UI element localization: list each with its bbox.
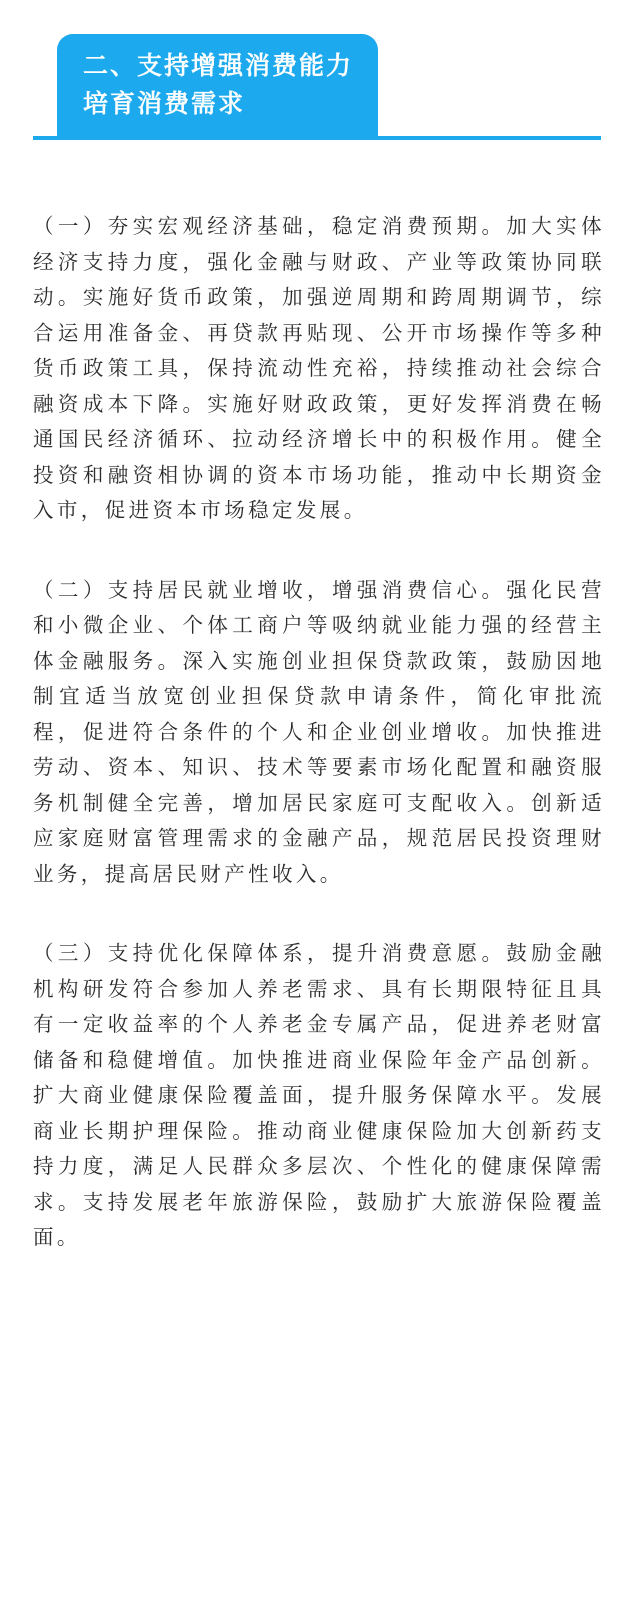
section-title-tab bbox=[57, 34, 378, 138]
paragraph-2-text: （二）支持居民就业增收，增强消费信心。强化民营和小微企业、个体工商户等吸纳就业能力强的经营主体金融服务。深入实施创业担保贷款政策，鼓励因地制宜适当放宽创业担保贷款申请条件，简化审批流程，促进符合条件的个人和企业创业增收。加快推进劳动、资本、知识、技术等要素市场化配置和融资服务机制健全完善，增加居民家庭可支配收入。创新适应家庭财富管理需求的金融产品，规范居民投资理财业务，提高居民财产性收入。 bbox=[33, 577, 605, 886]
paragraph-3 bbox=[33, 936, 605, 1256]
section-title-line-1: 二、支持增强消费能力 bbox=[83, 51, 354, 80]
article-body bbox=[33, 209, 605, 1300]
paragraph-3-text: （三）支持优化保障体系，提升消费意愿。鼓励金融机构研发符合参加人养老需求、具有长期限特征且具有一定收益率的个人养老金专属产品，促进养老财富储备和稳健增值。加快推进商业保险年金产品创新。扩大商业健康保险覆盖面，提升服务保障水平。发展商业长期护理保险。推动商业健康保险加大创新药支持力度，满足人民群众多层次、个性化的健康保障需求。支持发展老年旅游保险，鼓励扩大旅游保险覆盖面。 bbox=[33, 941, 605, 1249]
paragraph-1-text: （一）夯实宏观经济基础，稳定消费预期。加大实体经济支持力度，强化金融与财政、产业等政策协同联动。实施好货币政策，加强逆周期和跨周期调节，综合运用准备金、再贷款再贴现、公开市场操作等多种货币政策工具，保持流动性充裕，持续推动社会综合融资成本下降。实施好财政政策，更好发挥消费在畅通国民经济循环、拉动经济增长中的积极作用。健全投资和融资相协调的资本市场功能，推动中长期资金入市，促进资本市场稳定发展。 bbox=[33, 214, 605, 522]
header-divider-line bbox=[33, 136, 601, 140]
section-title-line-2: 培育消费需求 bbox=[83, 89, 246, 118]
paragraph-1 bbox=[33, 209, 605, 529]
paragraph-2 bbox=[33, 573, 605, 893]
section-header bbox=[0, 0, 640, 142]
